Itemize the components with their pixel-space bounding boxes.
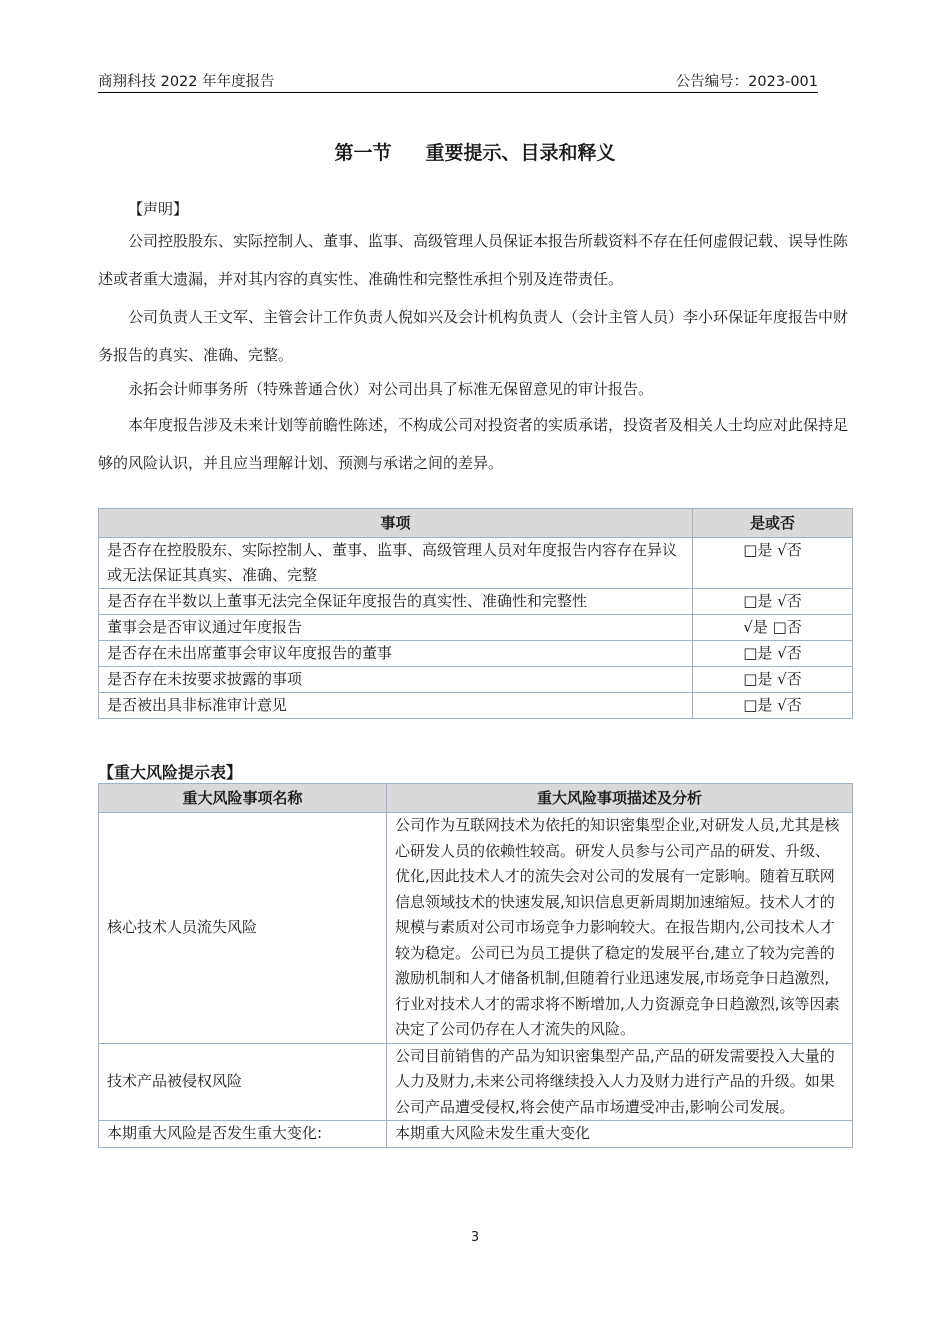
page-title [0,138,950,165]
risk-table [98,783,853,1148]
risk-description: 公司目前销售的产品为知识密集型产品,产品的研发需要投入大量的人力及财力,未来公司将继续投入人力及财力进行产品的升级。如果公司产品遭受侵权,将会使产品市场遭受冲击,影响公司发展。 [387,1043,853,1121]
column-header-risk-name: 重大风险事项名称 [99,784,387,813]
header-report-title: 商翔科技 2022 年年度报告 [98,74,275,90]
row-item: 是否存在半数以上董事无法完全保证年度报告的真实性、准确性和完整性 [99,589,693,615]
row-answer: □是 √否 [693,589,853,615]
table-row [99,1121,853,1148]
table-row [99,641,853,667]
statement-heading: 【声明】 [128,200,189,218]
declaration-table [98,508,853,719]
table-row [99,813,853,1044]
risk-name: 核心技术人员流失风险 [99,813,387,1044]
risk-section-title: 【重大风险提示表】 [98,763,243,782]
row-answer: □是 √否 [693,693,853,719]
row-item: 董事会是否审议通过年度报告 [99,615,693,641]
row-answer: □是 √否 [693,667,853,693]
header-announcement-number: 公告编号：2023-001 [675,74,818,90]
risk-name: 本期重大风险是否发生重大变化: [99,1121,387,1148]
column-header-answer: 是或否 [693,509,853,538]
row-item: 是否存在未按要求披露的事项 [99,667,693,693]
row-answer: □是 √否 [693,641,853,667]
row-item: 是否存在未出席董事会审议年度报告的董事 [99,641,693,667]
column-header-risk-description: 重大风险事项描述及分析 [387,784,853,813]
table-header-row [99,784,853,813]
row-item: 是否被出具非标准审计意见 [99,693,693,719]
table-header-row [99,509,853,538]
risk-description: 本期重大风险未发生重大变化 [387,1121,853,1148]
table-row [99,589,853,615]
statement-paragraph-1: 公司控股股东、实际控制人、董事、监事、高级管理人员保证本报告所载资料不存在任何虚假记载、误导性陈述或者重大遗漏，并对其内容的真实性、准确性和完整性承担个别及连带责任。 [98,232,849,288]
column-header-item: 事项 [99,509,693,538]
statement-paragraph-3: 永拓会计师事务所（特殊普通合伙）对公司出具了标准无保留意见的审计报告。 [128,380,654,398]
row-answer: □是 √否 [693,538,853,589]
table-row [99,693,853,719]
section-number: 第一节 [334,142,392,164]
risk-name: 技术产品被侵权风险 [99,1043,387,1121]
table-row [99,1043,853,1121]
risk-description: 公司作为互联网技术为依托的知识密集型企业,对研发人员,尤其是核心研发人员的依赖性较高。研发人员参与公司产品的研发、升级、优化,因此技术人才的流失会对公司的发展有一定影响。随着互联网信息领域技术的快速发展,知识信息更新周期加速缩短。技术人才的规模与素质对公司市场竞争力影响较大。在报告期内,公司技术人才较为稳定。公司已为员工提供了稳定的发展平台,建立了较为完善的激励机制和人才储备机制,但随着行业迅速发展,市场竞争日趋激烈,行业对技术人才的需求将不断增加,人力资源竞争日趋激烈,该等因素决定了公司仍存在人才流失的风险。 [387,813,853,1044]
statement-paragraph-4: 本年度报告涉及未来计划等前瞻性陈述，不构成公司对投资者的实质承诺，投资者及相关人士均应对此保持足够的风险认识，并且应当理解计划、预测与承诺之间的差异。 [98,416,849,472]
table-row [99,538,853,589]
statement-paragraph-2: 公司负责人王文军、主管会计工作负责人倪如兴及会计机构负责人（会计主管人员）李小环保证年度报告中财务报告的真实、准确、完整。 [98,308,849,364]
page-number: 3 [470,1230,480,1245]
row-answer: √是 □否 [693,615,853,641]
table-row [99,615,853,641]
table-row [99,667,853,693]
row-item: 是否存在控股股东、实际控制人、董事、监事、高级管理人员对年度报告内容存在异议或无法保证其真实、准确、完整 [99,538,693,589]
page-header [98,70,818,93]
section-name: 重要提示、目录和释义 [425,142,616,164]
